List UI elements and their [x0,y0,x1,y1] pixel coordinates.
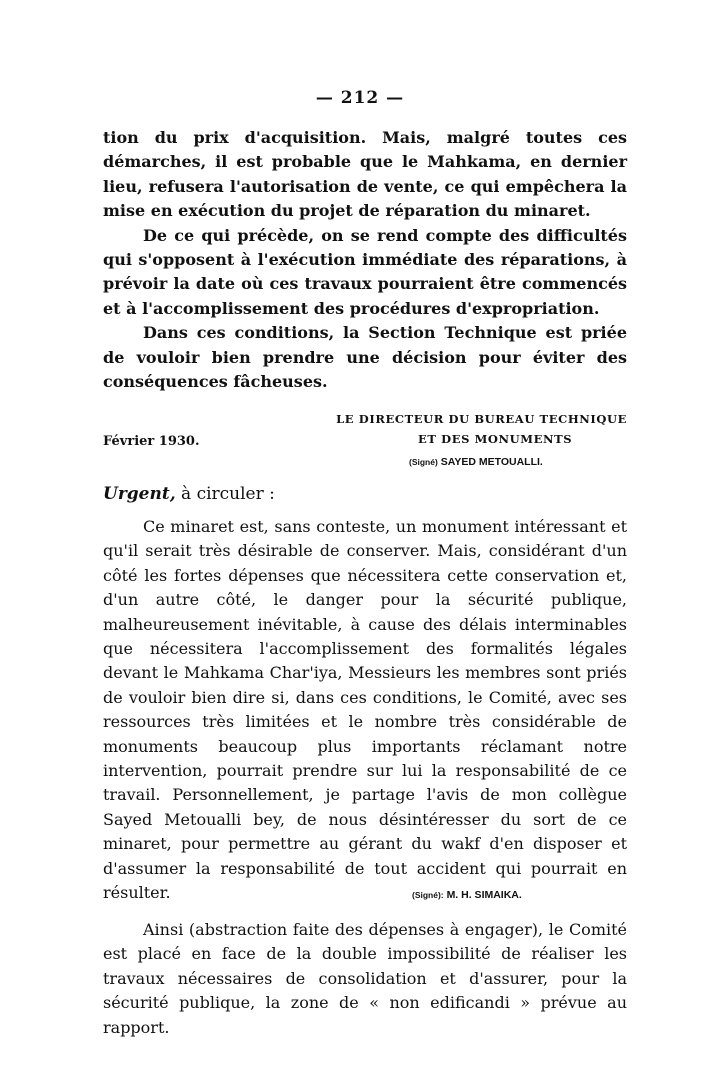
director-signed-line [409,456,543,468]
director-title-line2: ET DES MONUMENTS [418,432,573,446]
urgent-label: Urgent, [103,484,176,504]
simaika-signature [412,889,522,901]
letter-date: Février 1930. [103,434,200,449]
paragraph-minaret: Ce minaret est, sans conteste, un monument intéressant et qu'il serait très désirable de conserver. Mais, considérant d'un côté les fortes dépenses que nécessitera cette conservation et, d'un autre côté, le danger pour la sécurité publique, malheureusement inévitable, à cause des délais interminables que nécessitera l'accomplissement des formalités légales devant le Mahkama Char'iya, Messieurs les membres sont priés de vouloir bien dire si, dans ces conditions, le Comité, avec ses ressources très limitées et le nombre très considérable de monuments beaucoup plus importants réclamant notre intervention, pourrait prendre sur lui la responsabilité de ce travail. Personnellement, je partage l'avis de mon collègue Sayed Metoualli bey, de nous désintéresser du sort de ce minaret, pour permettre au gérant du wakf d'en disposer et d'assumer la responsabilité de tout accident qui pourrait en résulter. [103,517,627,903]
simaika-signed-prefix: (Signé): [412,890,444,900]
intro-section [103,126,627,394]
urgent-section [103,515,627,906]
paragraph-conditions: Dans ces conditions, la Section Technique est priée de vouloir bien prendre une décision pour éviter des conséquences fâcheuses. [103,323,627,392]
paragraph-conclusion: Ainsi (abstraction faite des dépenses à engager), le Comité est placé en face de la double impossibilité de réaliser les travaux nécessaires de consolidation et d'assurer, pour la sécurité publique, la zone de « non edificandi » prévue au rapport. [103,920,627,1037]
final-section [103,918,627,1040]
director-title-line1: LE DIRECTEUR DU BUREAU TECHNIQUE [336,412,627,426]
page-number: — 212 — [315,88,405,108]
director-name: SAYED METOUALLI. [440,456,543,468]
simaika-name: M. H. SIMAIKA. [446,889,522,901]
paragraph-difficulties: De ce qui précède, on se rend compte des difficultés qui s'opposent à l'exécution immédiate des réparations, à prévoir la date où ces travaux pourraient être commencés et à l'accomplissement des procédures d'expropriation. [103,225,627,318]
signed-prefix: (Signé) [409,457,438,467]
urgent-rest: à circuler : [175,484,275,504]
urgent-heading [103,484,275,504]
paragraph-acquisition: tion du prix d'acquisition. Mais, malgré toutes ces démarches, il est probable que le Mahkama, en dernier lieu, refusera l'autorisation de vente, ce qui empêchera la mise en exécution du projet de réparation du minaret. [103,128,627,221]
